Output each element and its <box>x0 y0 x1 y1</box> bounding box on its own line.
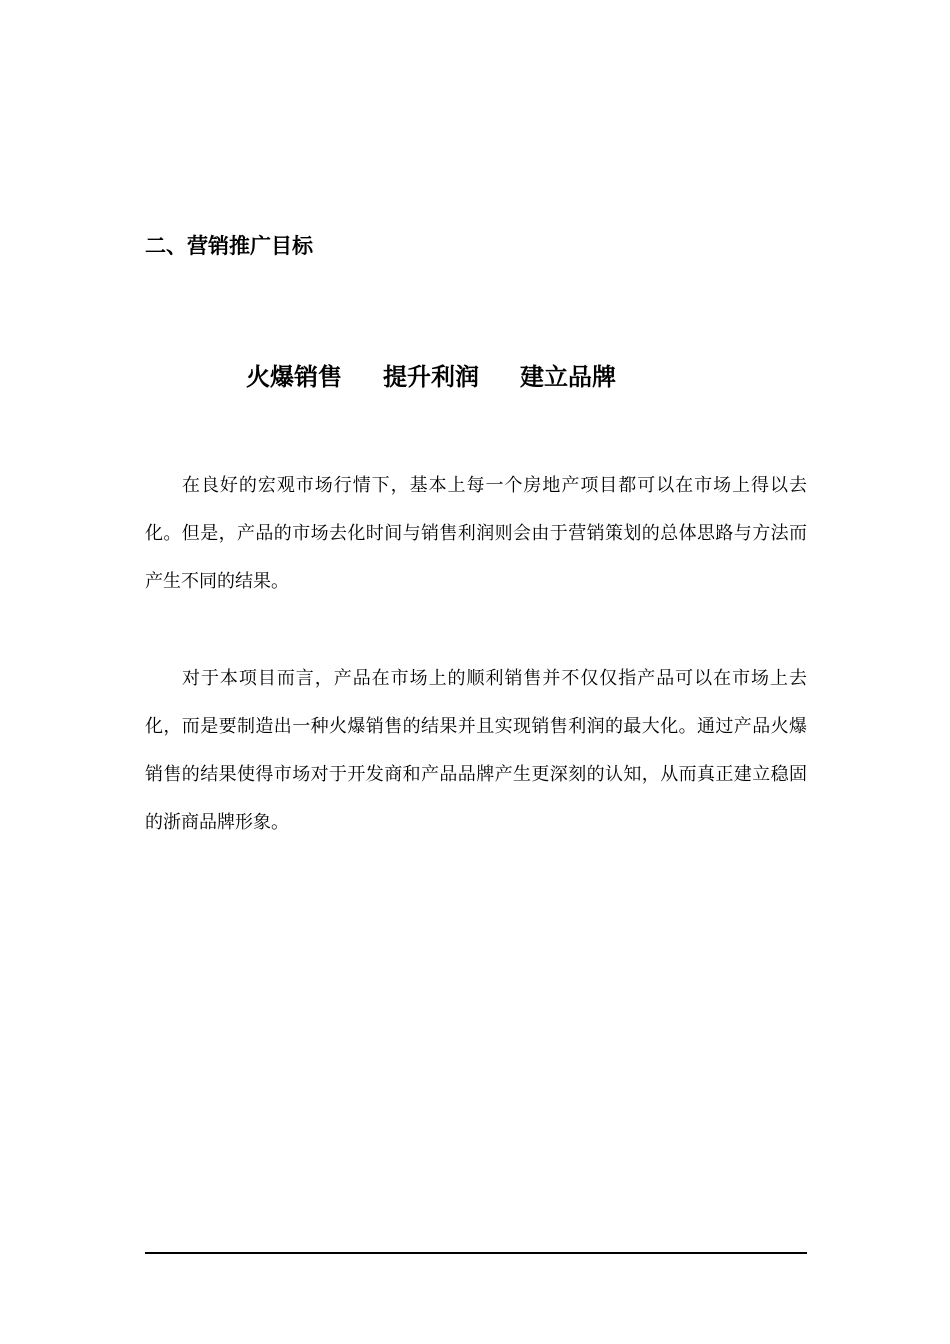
slogan-raise-profit: 提升利润 <box>383 362 479 391</box>
slogan-hot-sales: 火爆销售 <box>246 362 342 391</box>
footer-divider <box>145 1252 807 1254</box>
slogan-build-brand: 建立品牌 <box>520 362 616 391</box>
section-heading: 二、营销推广目标 <box>145 234 313 258</box>
paragraph-project-goal: 对于本项目而言，产品在市场上的顺利销售并不仅仅指产品可以在市场上去化，而是要制造出一种火爆销售的结果并且实现销售利润的最大化。通过产品火爆销售的结果使得市场对于开发商和产品品牌产生更深刻的认知，从而真正建立稳固的浙商品牌形象。 <box>145 668 807 833</box>
paragraph-market-context: 在良好的宏观市场行情下，基本上每一个房地产项目都可以在市场上得以去化。但是，产品的市场去化时间与销售利润则会由于营销策划的总体思路与方法而产生不同的结果。 <box>145 475 807 592</box>
slogan-row <box>246 354 616 394</box>
